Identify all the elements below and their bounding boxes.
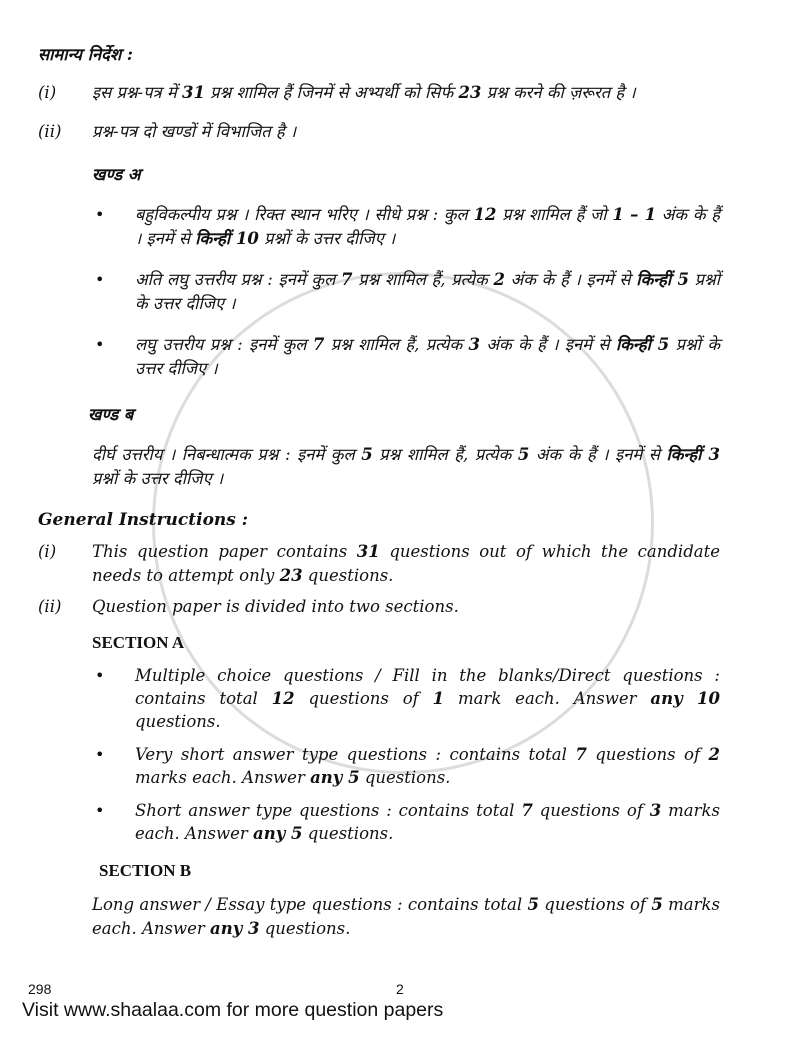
hindi-heading: सामान्य निर्देश : xyxy=(38,45,133,64)
hindi-item-label: (ii) xyxy=(38,122,62,141)
text-segment: questions out of which the candidate needs to attempt only xyxy=(92,542,720,585)
english-bullet-text xyxy=(135,664,720,733)
bold-text: 5 xyxy=(651,895,663,914)
bullet-icon: • xyxy=(95,205,105,224)
text-segment: Very short answer type questions : contains total xyxy=(135,745,576,764)
english-item xyxy=(38,595,720,619)
text-segment: अंक के हैं । इनमें से xyxy=(529,445,667,464)
english-bullet-text xyxy=(135,799,720,845)
english-section-b-text xyxy=(92,893,720,941)
text-segment: This question paper contains xyxy=(92,542,357,561)
bold-text: 5 xyxy=(361,445,373,464)
bold-text: 1 xyxy=(432,689,445,708)
bold-text: 31 xyxy=(356,542,380,561)
text-segment: questions of xyxy=(532,801,650,820)
text-segment: questions of xyxy=(294,689,433,708)
text-segment: अंक के हैं । इनमें से xyxy=(480,335,616,354)
text-segment: mark each. Answer xyxy=(444,689,651,708)
text-segment: अति लघु उत्तरीय प्रश्न : इनमें कुल xyxy=(135,270,341,289)
bold-text: 3 xyxy=(468,335,481,354)
text-segment: marks each. Answer xyxy=(135,801,720,843)
bullet-icon: • xyxy=(95,335,105,354)
bold-text: 7 xyxy=(312,335,325,354)
hindi-bullet xyxy=(92,268,720,316)
bold-text: किन्हीं 3 xyxy=(666,445,720,464)
text-segment: Short answer type questions : contains total xyxy=(135,801,522,820)
bold-text: 12 xyxy=(271,689,295,708)
text-segment: marks each. Answer xyxy=(92,895,720,938)
bold-text: any 3 xyxy=(210,919,260,938)
english-item-label: (i) xyxy=(38,542,57,561)
english-heading: General Instructions : xyxy=(38,510,249,530)
text-segment: questions. xyxy=(135,712,221,731)
text-segment: questions of xyxy=(586,745,709,764)
text-segment: marks each. Answer xyxy=(135,768,311,787)
bold-text: 2 xyxy=(708,745,721,764)
english-item-text xyxy=(92,595,720,619)
text-segment: Question paper is divided into two sections. xyxy=(92,597,459,616)
text-segment: questions. xyxy=(302,824,394,843)
bold-text: 23 xyxy=(458,83,482,102)
bullet-icon: • xyxy=(95,745,105,764)
hindi-bullet-text xyxy=(135,203,720,251)
english-bullet xyxy=(92,799,720,845)
hindi-section-b-heading: खण्ड ब xyxy=(88,405,134,424)
text-segment: Long answer / Essay type questions : contains total xyxy=(92,895,528,914)
english-item-label: (ii) xyxy=(38,597,62,616)
bold-text: any 5 xyxy=(310,768,360,787)
text-segment: लघु उत्तरीय प्रश्न : इनमें कुल xyxy=(135,335,313,354)
bold-text: 31 xyxy=(181,83,205,102)
bold-text: 1 – 1 xyxy=(612,205,657,224)
text-segment: प्रश्न शामिल हैं, प्रत्येक xyxy=(352,270,494,289)
bullet-icon: • xyxy=(95,270,105,289)
bold-text: 7 xyxy=(340,270,353,289)
text-segment: Multiple choice questions / Fill in the blanks/Direct questions : contains total xyxy=(135,666,720,708)
text-segment: बहुविकल्पीय प्रश्न । रिक्त स्थान भरिए । सीधे प्रश्न : कुल xyxy=(135,205,474,224)
text-segment: अंक के हैं । इनमें से xyxy=(135,205,720,248)
text-segment: प्रश्न शामिल हैं, प्रत्येक xyxy=(324,335,469,354)
hindi-item-label: (i) xyxy=(38,83,57,102)
bullet-icon: • xyxy=(95,801,105,820)
page-number: 2 xyxy=(396,981,404,997)
bold-text: किन्हीं 5 xyxy=(615,335,670,354)
text-segment: प्रश्नों के उत्तर दीजिए । xyxy=(258,229,396,248)
bold-text: any 5 xyxy=(253,824,303,843)
hindi-bullet-text xyxy=(135,268,720,316)
text-segment: questions of xyxy=(538,895,652,914)
text-segment: प्रश्नों के उत्तर दीजिए । xyxy=(135,335,720,378)
hindi-item xyxy=(38,120,720,144)
page-footer xyxy=(0,981,800,1030)
hindi-section-a-heading: खण्ड अ xyxy=(92,165,141,184)
hindi-item-text xyxy=(92,81,720,105)
bold-text: 5 xyxy=(527,895,539,914)
footer-line xyxy=(0,981,800,998)
bold-text: 12 xyxy=(473,205,497,224)
bold-text: 7 xyxy=(521,801,533,820)
hindi-item-text xyxy=(92,120,720,144)
text-segment: questions. xyxy=(302,566,394,585)
text-segment: questions. xyxy=(259,919,351,938)
english-bullet xyxy=(92,664,720,733)
bold-text: 7 xyxy=(575,745,587,764)
visit-link[interactable]: Visit www.shaalaa.com for more question papers xyxy=(22,999,444,1021)
text-segment: प्रश्न शामिल हैं जिनमें से अभ्यर्थी को सिर्फ xyxy=(204,83,459,102)
english-bullet xyxy=(92,743,720,789)
text-segment: प्रश्न शामिल हैं, प्रत्येक xyxy=(372,445,518,464)
bullet-icon: • xyxy=(95,666,105,685)
text-segment: प्रश्न-पत्र दो खण्डों में विभाजित है । xyxy=(92,122,297,141)
hindi-bullet xyxy=(92,203,720,251)
bold-text: 2 xyxy=(493,270,505,289)
bold-text: 23 xyxy=(279,566,303,585)
bold-text: किन्हीं 10 xyxy=(195,229,259,248)
text-segment: questions. xyxy=(359,768,451,787)
text-segment: दीर्घ उत्तरीय । निबन्धात्मक प्रश्न : इनमें कुल xyxy=(92,445,362,464)
hindi-bullet xyxy=(92,333,720,381)
text-segment: अंक के हैं । इनमें से xyxy=(504,270,637,289)
text-segment: प्रश्नों के उत्तर दीजिए । xyxy=(135,270,720,313)
text-segment: प्रश्नों के उत्तर दीजिए । xyxy=(92,469,224,488)
text-segment: इस प्रश्न-पत्र में xyxy=(92,83,182,102)
english-section-a-heading: SECTION A xyxy=(92,633,185,652)
paper-code: 298 xyxy=(28,981,52,997)
hindi-section-b-text xyxy=(92,443,720,491)
bold-text: किन्हीं 5 xyxy=(636,270,689,289)
english-item xyxy=(38,540,720,588)
bold-text: 5 xyxy=(517,445,530,464)
text-segment: प्रश्न करने की ज़रूरत है । xyxy=(481,83,636,102)
hindi-item xyxy=(38,81,720,105)
bold-text: 3 xyxy=(649,801,662,820)
english-section-b-heading: SECTION B xyxy=(99,861,192,880)
hindi-bullet-text xyxy=(135,333,720,381)
english-item-text xyxy=(92,540,720,588)
bold-text: any 10 xyxy=(650,689,720,708)
text-segment: प्रश्न शामिल हैं जो xyxy=(496,205,613,224)
english-bullet-text xyxy=(135,743,720,789)
